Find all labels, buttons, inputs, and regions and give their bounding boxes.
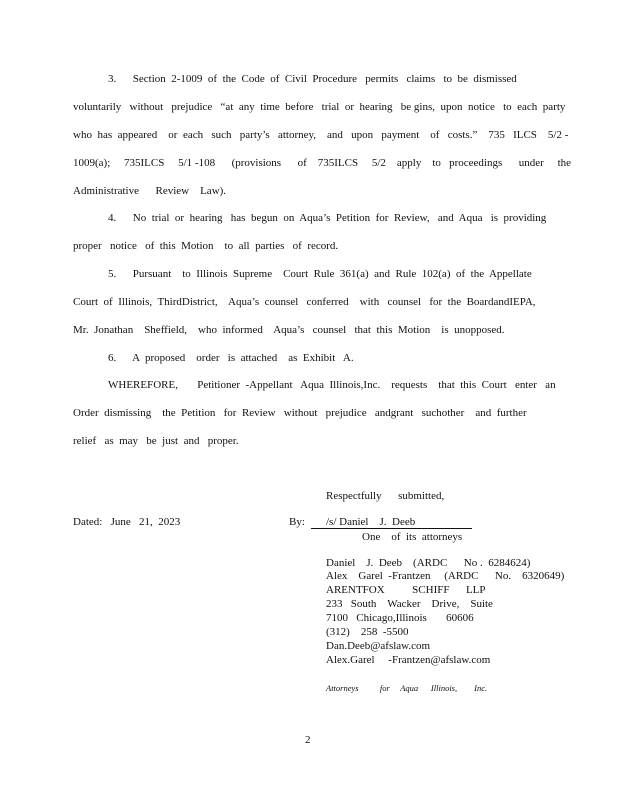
- paragraph-5-line-3: Mr. Jonathan Sheffield, who informed Aqua’s counsel that this Motion is unopposed.: [73, 324, 505, 336]
- by-label: By:: [289, 516, 305, 528]
- wherefore-line-1: WHEREFORE, Petitioner -Appellant Aqua Illinois,Inc. requests that this Court enter an: [108, 379, 556, 391]
- paragraph-4-line-2: proper notice of this Motion to all parties of record.: [73, 240, 339, 252]
- signature-caption: One of its attorneys: [362, 531, 463, 543]
- firm-address-2: 7100 Chicago,Illinois 60606: [326, 612, 474, 624]
- wherefore-line-2: Order dismissing the Petition for Review without prejudice andgrant suchother and further: [73, 407, 527, 419]
- paragraph-3-line-1: 3. Section 2-1009 of the Code of Civil Procedure permits claims to be dismissed: [108, 73, 517, 85]
- paragraph-3-line-5: Administrative Review Law).: [73, 185, 227, 197]
- closing-respectfully-submitted: Respectfully submitted,: [326, 490, 445, 502]
- attorneys-for-line: Attorneys for Aqua Illinois, Inc.: [326, 683, 488, 693]
- firm-phone: (312) 258 -5500: [326, 626, 409, 638]
- firm-address-1: 233 South Wacker Drive, Suite: [326, 598, 493, 610]
- page-number: 2: [305, 734, 311, 746]
- paragraph-3-line-4: 1009(a); 735ILCS 5/1 -108 (provisions of 735ILCS 5/2 apply to proceedings under the: [73, 157, 572, 169]
- paragraph-3-line-2: voluntarily without prejudice “at any time before trial or hearing be gins, upon notice to each party: [73, 101, 566, 113]
- firm-name: ARENTFOX SCHIFF LLP: [326, 584, 486, 596]
- paragraph-5-line-1: 5. Pursuant to Illinois Supreme Court Rule 361(a) and Rule 102(a) of the Appellate: [108, 268, 532, 280]
- paragraph-3-line-3: who has appeared or each such party’s attorney, and upon payment of costs.” 735 ILCS 5/2 -: [73, 129, 569, 141]
- signature-underline: [311, 528, 472, 529]
- paragraph-6-line-1: 6. A proposed order is attached as Exhibit A.: [108, 352, 354, 364]
- paragraph-4-line-1: 4. No trial or hearing has begun on Aqua’s Petition for Review, and Aqua is providing: [108, 212, 547, 224]
- signature-text: /s/ Daniel J. Deeb: [326, 516, 416, 528]
- wherefore-line-3: relief as may be just and proper.: [73, 435, 239, 447]
- email-1: Dan.Deeb@afslaw.com: [326, 640, 431, 652]
- paragraph-5-line-2: Court of Illinois, ThirdDistrict, Aqua’s counsel conferred with counsel for the BoardandIEPA,: [73, 296, 536, 308]
- attorney-name-1: Daniel J. Deeb (ARDC No . 6284624): [326, 557, 531, 569]
- dated-line: Dated: June 21, 2023: [73, 516, 181, 528]
- attorney-name-2: Alex Garel -Frantzen (ARDC No. 6320649): [326, 570, 565, 582]
- email-2: Alex.Garel -Frantzen@afslaw.com: [326, 654, 491, 666]
